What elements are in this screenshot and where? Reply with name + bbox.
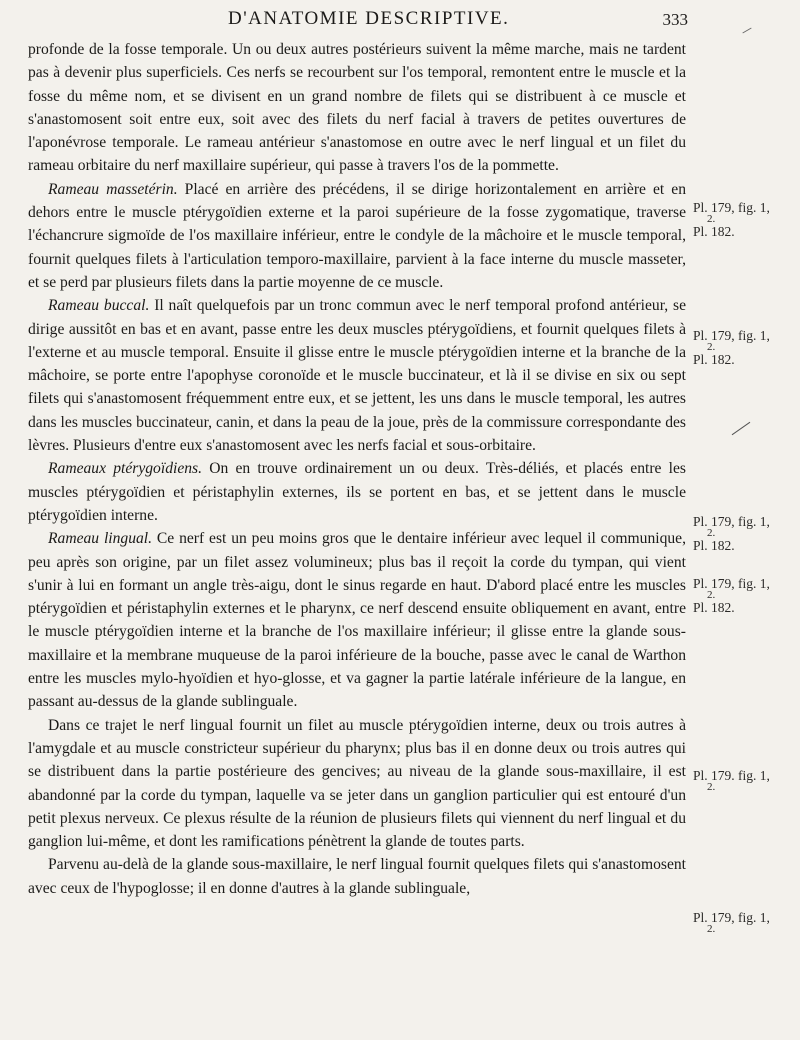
margin-note [693, 514, 793, 553]
paragraph-text: Placé en arrière des précédens, il se dirige horizontalement en arrière et en dehors entre le muscle ptérygoïdien externe et la paroi supérieure de la fosse zygomatique, traverse l'échancrure sigmoïde de l'os maxillaire inférieur, entre le condyle de la mâchoire et le muscle temporal, fournit quelques filets à l'articulation temporo-maxillaire, parvient à la face interne du muscle masseter, et se perd par plusieurs filets dans la partie moyenne de ce muscle. [28, 180, 686, 291]
paragraph-heading: Rameau massetérin. [48, 180, 178, 198]
pencil-mark [732, 422, 751, 435]
margin-note-line: Pl. 179, fig. 1, [693, 576, 770, 591]
paragraph-text: Dans ce trajet le nerf lingual fournit un filet au muscle ptérygoïdien interne, deux ou trois autres à l'amygdale et au muscle constricteur supérieur du pharynx; plus bas il en donne deux ou trois autres qui se distribuent dans la partie postérieure des gencives; au niveau de la glande sous-maxillaire, il est abandonné par la corde du tympan, laquelle va se jeter dans un ganglion particulier qui est entouré d'un petit plexus nerveux. Ce plexus résulte de la réunion de plusieurs filets qui viennent du nerf lingual et du ganglion lui-même, et dont les ramifications pénètrent la glande de toutes parts. [28, 716, 686, 851]
margin-note-line: 2. [707, 781, 716, 793]
paragraph-heading: Rameau lingual. [48, 530, 153, 548]
paragraph-text: Ce nerf est un peu moins gros que le dentaire inférieur avec lequel il communique, peu après son origine, par un filet assez volumineux; plus bas il reçoit la corde du tympan, qui vient s'unir à lui en formant un angle très-aigu, dont le sinus regarde en haut. D'abord placé entre les muscles ptérygoïdien et péristaphylin externes et le pharynx, ce nerf descend ensuite obliquement en avant, entre le muscle ptérygoïdien interne et la branche de l'os maxillaire inférieur; il glisse entre la glande sous-maxillaire et la membrane muqueuse de la paroi inférieure de la bouche, passe avec le canal de Warthon entre les muscles mylo-hyoïdien et hyo-glosse, et va gagner la partie latérale inférieure de la langue, en passant au-dessus de la glande sublinguale. [28, 530, 686, 711]
paragraph-text: profonde de la fosse temporale. Un ou deux autres postérieurs suivent la même marche, mais ne tardent pas à devenir plus superficiels. Ces nerfs se recourbent sur l'os temporal, remontent entre le muscle et la fosse du même nom, et se divisent en un grand nombre de filets qui se distribuent à ce muscle et s'anastomosent soit entre eux, soit avec des filets du nerf facial à travers de petites ouvertures de l'aponévrose temporale. Le rameau antérieur s'anastomose en outre avec le nerf lingual et un filet du rameau orbitaire du nerf maxillaire supérieur, qui passe à travers l'os de la pommette. [28, 41, 686, 175]
paragraph [28, 853, 686, 900]
paragraph-heading: Rameau buccal. [48, 297, 150, 315]
paragraph [28, 178, 686, 294]
paragraph [28, 457, 686, 527]
margin-note-line: 2. [707, 527, 716, 539]
margin-note-line: Pl. 179, fig. 1, [693, 514, 770, 529]
margin-note [693, 768, 793, 792]
margin-note-line: Pl. 182. [693, 600, 735, 615]
margin-note-line: Pl. 179, fig. 1, [693, 200, 770, 215]
margin-note [693, 910, 793, 934]
paragraph-text: Parvenu au-delà de la glande sous-maxillaire, le nerf lingual fournit quelques filets qui s'anastomosent avec ceux de l'hypoglosse; il en donne d'autres à la glande sublinguale, [28, 856, 686, 897]
margin-note-line: Pl. 179, fig. 1, [693, 328, 770, 343]
margin-note-line: Pl. 179, fig. 1, [693, 910, 770, 925]
margin-note-line: 2. [707, 213, 716, 225]
margin-note-line: 2. [707, 589, 716, 601]
margin-note-line: Pl. 179. fig. 1, [693, 768, 770, 783]
paragraph [28, 38, 686, 178]
pencil-mark [742, 28, 751, 34]
page-header [28, 6, 688, 36]
running-head: D'ANATOMIE DESCRIPTIVE. [228, 8, 510, 29]
paragraph [28, 527, 686, 713]
margin-note-line: 2. [707, 341, 716, 353]
paragraph-text: Il naît quelquefois par un tronc commun avec le nerf temporal profond antérieur, se dirige aussitôt en bas et en avant, passe entre les deux muscles ptérygoïdiens, et fournit quelques filets à l'externe et au muscle temporal. Ensuite il glisse entre le muscle ptérygoïdien interne et la branche de la mâchoire, se porte entre l'apophyse coronoïde et le muscle buccinateur, et là il se divise en six ou sept filets qui s'anastomosent fréquemment entre eux, et se jettent, les uns dans le muscle temporal, les autres dans les muscles buccinateur, canin, et dans la peau de la joue, près de la commissure correspondante des lèvres. Plusieurs d'entre eux s'anastomosent avec les nerfs facial et sous-orbitaire. [28, 297, 686, 455]
paragraph [28, 294, 686, 457]
margin-note [693, 328, 793, 367]
paragraph [28, 714, 686, 854]
body-text [28, 38, 686, 900]
margin-note-line: Pl. 182. [693, 538, 735, 553]
margin-note-line: Pl. 182. [693, 352, 735, 367]
margin-note-line: 2. [707, 923, 716, 935]
margin-note [693, 576, 793, 615]
paragraph-heading: Rameaux ptérygoïdiens. [48, 460, 203, 478]
margin-note-line: Pl. 182. [693, 224, 735, 239]
margin-note [693, 200, 793, 239]
page-number: 333 [662, 10, 688, 29]
paragraph-text: On en trouve ordinairement un ou deux. Très-déliés, et placés entre les muscles ptérygoïdien et péristaphylin externes, ils se portent en bas, et se jettent dans le muscle ptérygoïdien interne. [28, 460, 686, 524]
